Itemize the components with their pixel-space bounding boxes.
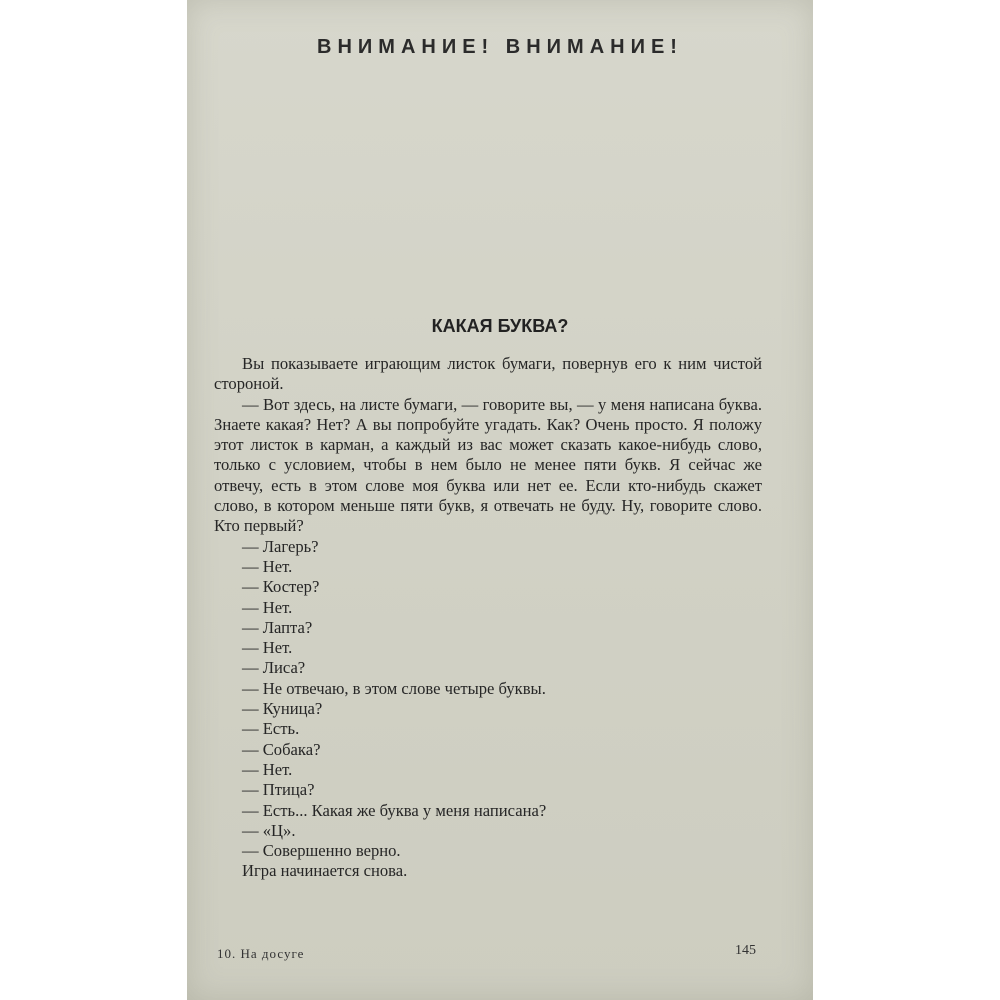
- page-header: ВНИМАНИЕ! ВНИМАНИЕ!: [317, 36, 683, 58]
- section-title: КАКАЯ БУКВА?: [431, 316, 569, 336]
- dialogue-line: — «Ц».: [242, 820, 296, 840]
- dialogue-line: — Нет.: [242, 638, 293, 658]
- dialogue-line: — Лапта?: [242, 617, 313, 637]
- paragraph: Вы показываете играющим листок бумаги, повернув его к ним чистой стороной.: [214, 354, 762, 394]
- dialogue-line: — Лиса?: [242, 658, 306, 678]
- dialogue-line: — Птица?: [242, 780, 315, 800]
- dialogue-line: — Собака?: [242, 739, 321, 759]
- book-page: [187, 0, 813, 1000]
- dialogue-line: — Есть... Какая же буква у меня написана?: [242, 800, 547, 820]
- dialogue-line: — Куница?: [242, 699, 323, 719]
- dialogue-line: — Совершенно верно.: [242, 841, 401, 861]
- paragraph: — Вот здесь, на листе бумаги, — говорите вы, — у меня написана буква. Знаете какая? Нет? А вы попробуйте угадать. Как? Очень просто. Я положу этот листок в карман, а каждый из вас может сказать какое-нибудь слово, только с условием, чтобы в нем было не менее пяти букв. Я сейчас же отвечу, есть в этом слове моя буква или нет ее. Если кто-нибудь скажет слово, в котором меньше пяти букв, я отвечать не буду. Ну, говорите слово. Кто первый?: [214, 394, 762, 536]
- dialogue-line: — Нет.: [242, 759, 293, 779]
- body-text: [214, 354, 762, 882]
- dialogue-line: — Нет.: [242, 556, 293, 576]
- dialogue-line: — Костер?: [242, 577, 320, 597]
- dialogue-line: — Лагерь?: [242, 536, 319, 556]
- dialogue-line: — Есть.: [242, 719, 300, 739]
- dialogue-line: — Нет.: [242, 597, 293, 617]
- footer-signature: 10. На досуге: [217, 946, 305, 961]
- dialogue-line: — Не отвечаю, в этом слове четыре буквы.: [242, 678, 546, 698]
- page-number: 145: [735, 943, 756, 958]
- closing-line: Игра начинается снова.: [242, 861, 408, 881]
